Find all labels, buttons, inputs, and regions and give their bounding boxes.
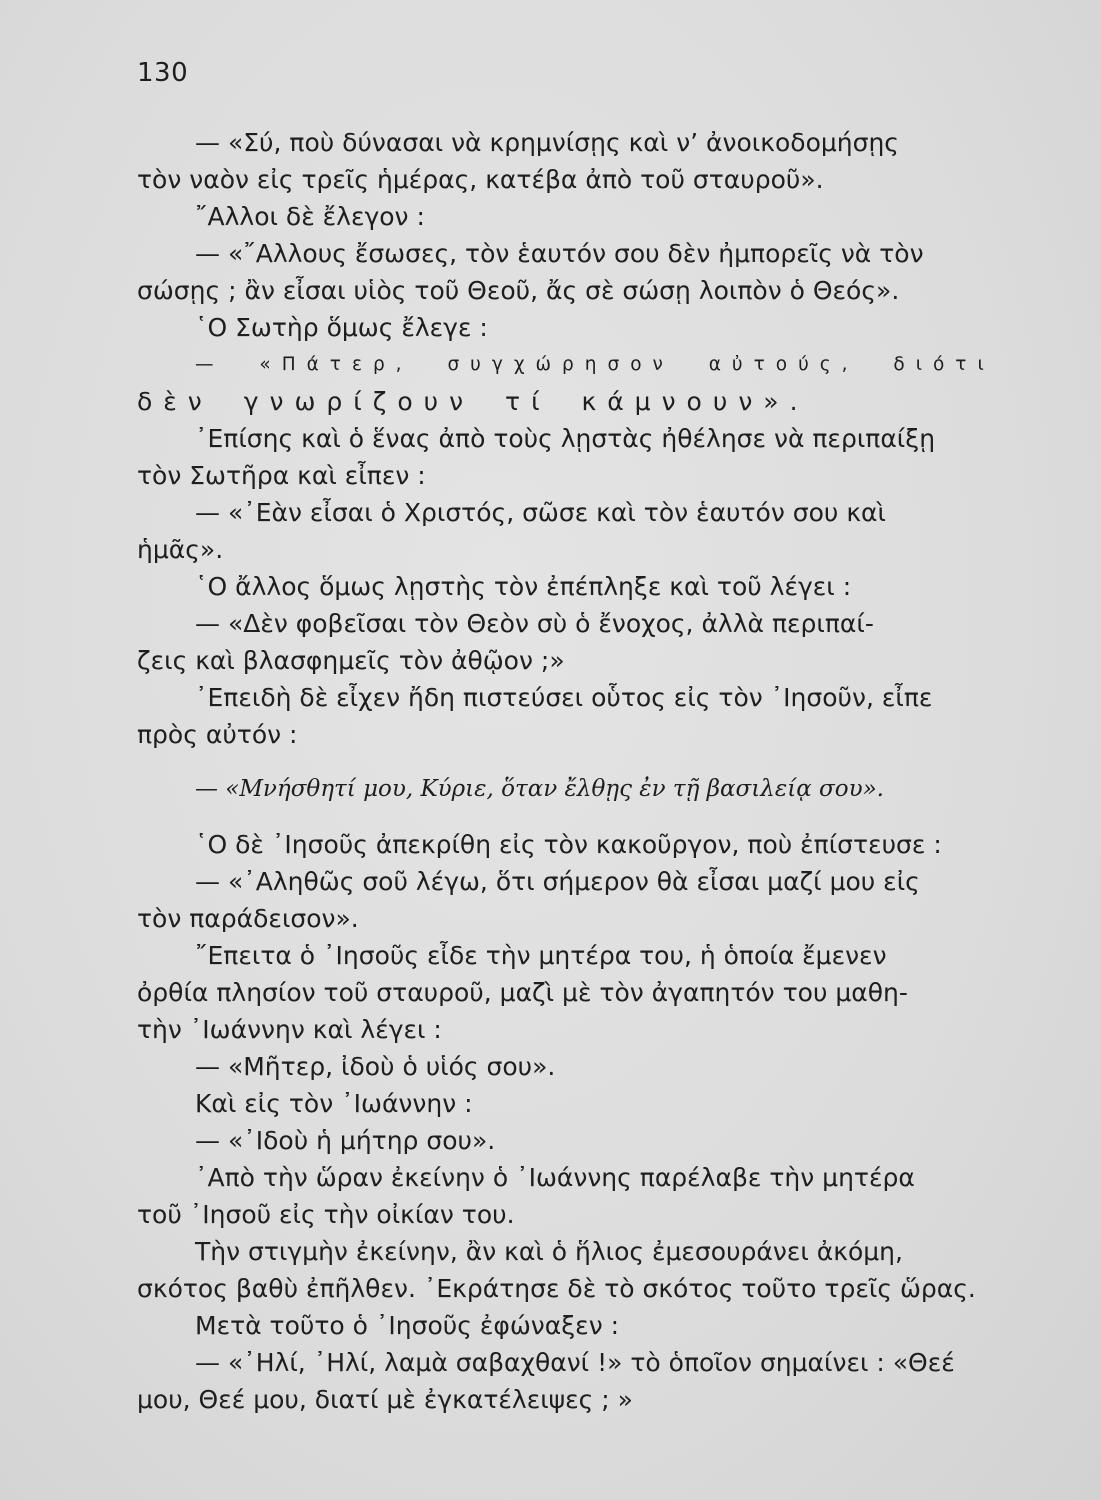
text-line: ῎Αλλοι δὲ ἔλεγον : xyxy=(195,202,425,231)
text-line: — «Μῆτερ, ἰδοὺ ὁ υἱός σου». xyxy=(195,1052,556,1081)
text-line: μου, Θεέ μου, διατί μὲ ἐγκατέλειψες ; » xyxy=(137,1385,633,1414)
text-line: ῾Ο Σωτὴρ ὅμως ἔλεγε : xyxy=(195,313,488,342)
text-line: ῎Επειτα ὁ ᾿Ιησοῦς εἶδε τὴν μητέρα του, ἡ ὁποία ἔμενεν xyxy=(195,941,887,970)
text-line: ῾Ο ἄλλος ὅμως λῃστὴς τὸν ἐπέπληξε καὶ τοῦ λέγει : xyxy=(195,572,852,601)
text-line: ᾿Επειδὴ δὲ εἶχεν ἤδη πιστεύσει οὗτος εἰς τὸν ᾿Ιησοῦν, εἶπε xyxy=(195,683,933,712)
text-line: ῾Ο δὲ ᾿Ιησοῦς ἀπεκρίθη εἰς τὸν κακοῦργον, ποὺ ἐπίστευσε : xyxy=(195,830,942,859)
text-line: ᾿Επίσης καὶ ὁ ἕνας ἀπὸ τοὺς λῃστὰς ἠθέλησε νὰ περιπαίξῃ xyxy=(195,424,936,453)
text-line: ἡμᾶς». xyxy=(137,535,224,564)
text-line: — «᾿Ιδοὺ ἡ μήτηρ σου». xyxy=(195,1126,496,1155)
page-number: 130 xyxy=(137,58,189,88)
text-line: — «᾿Ηλί, ᾿Ηλί, λαμὰ σαβαχθανί !» τὸ ὁποῖον σημαίνει : «Θεέ xyxy=(195,1348,955,1377)
text-line: — «Δὲν φοβεῖσαι τὸν Θεὸν σὺ ὁ ἔνοχος, ἀλλὰ περιπαί- xyxy=(195,609,874,638)
text-line: Τὴν στιγμὴν ἐκείνην, ἂν καὶ ὁ ἥλιος ἐμεσουράνει ἀκόμη, xyxy=(195,1237,903,1266)
text-line: ζεις καὶ βλασφημεῖς τὸν ἀθῷον ;» xyxy=(137,646,565,675)
text-line: σκότος βαθὺ ἐπῆλθεν. ᾿Εκράτησε δὲ τὸ σκότος τοῦτο τρεῖς ὥρας. xyxy=(137,1274,976,1303)
text-line: ᾿Απὸ τὴν ὥραν ἐκείνην ὁ ᾿Ιωάννης παρέλαβε τὴν μητέρα xyxy=(195,1163,915,1192)
text-line: ὀρθία πλησίον τοῦ σταυροῦ, μαζὶ μὲ τὸν ἀγαπητόν του μαθη- xyxy=(137,978,908,1007)
text-line: δὲν γνωρίζουν τί κάμνουν». xyxy=(137,387,809,416)
text-line: — «῎Αλλους ἔσωσες, τὸν ἑαυτόν σου δὲν ἠμπορεῖς νὰ τὸν xyxy=(195,239,924,268)
text-line: πρὸς αὐτόν : xyxy=(137,720,298,749)
text-line: — «Πάτερ, συγχώρησον αὐτούς, διότι xyxy=(195,354,995,375)
text-line: τὸν ναὸν εἰς τρεῖς ἡμέρας, κατέβα ἀπὸ τοῦ σταυροῦ». xyxy=(137,165,824,194)
text-line: — «᾿Αληθῶς σοῦ λέγω, ὅτι σήμερον θὰ εἶσαι μαζί μου εἰς xyxy=(195,867,920,896)
text-line: τὸν παράδεισον». xyxy=(137,904,359,933)
text-line: Καὶ εἰς τὸν ᾿Ιωάννην : xyxy=(195,1089,473,1118)
text-line: τὴν ᾿Ιωάννην καὶ λέγει : xyxy=(137,1015,442,1044)
text-line: Μετὰ τοῦτο ὁ ᾿Ιησοῦς ἐφώναξεν : xyxy=(195,1311,620,1340)
text-line: τὸν Σωτῆρα καὶ εἶπεν : xyxy=(137,461,426,490)
text-line: — «Σύ, ποὺ δύνασαι νὰ κρημνίσῃς καὶ ν’ ἀνοικοδομήσῃς xyxy=(195,128,899,157)
text-line: σώσῃς ; ἂν εἶσαι υἱὸς τοῦ Θεοῦ, ἄς σὲ σώσῃ λοιπὸν ὁ Θεός». xyxy=(137,276,900,305)
quoted-verse-line: — «Μνήσθητί μου, Κύριε, ὅταν ἔλθῃς ἐν τῇ βασιλείᾳ σου». xyxy=(195,776,884,802)
text-line: τοῦ ᾿Ιησοῦ εἰς τὴν οἰκίαν του. xyxy=(137,1200,515,1229)
text-line: — «᾿Εὰν εἶσαι ὁ Χριστός, σῶσε καὶ τὸν ἑαυτόν σου καὶ xyxy=(195,498,886,527)
body-text xyxy=(137,124,1003,1418)
